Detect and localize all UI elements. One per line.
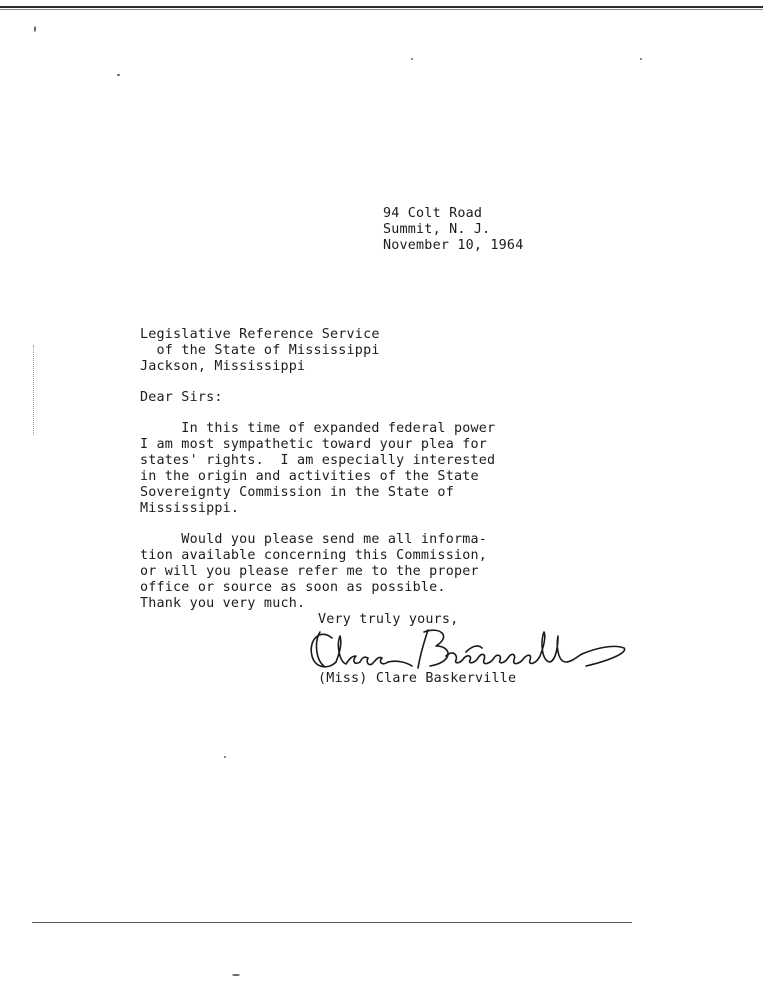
paragraph-1-line: states' rights. I am especially interested bbox=[140, 453, 496, 468]
margin-scan-marks bbox=[33, 345, 35, 435]
closing: Very truly yours, bbox=[318, 612, 459, 627]
top-edge-rule bbox=[0, 6, 763, 8]
top-edge-rule-secondary bbox=[0, 9, 763, 10]
scan-speck bbox=[640, 58, 642, 60]
recipient-line-2: of the State of Mississippi bbox=[140, 343, 380, 358]
recipient-line-1: Legislative Reference Service bbox=[140, 327, 380, 342]
recipient-line-3: Jackson, Mississippi bbox=[140, 359, 306, 374]
scan-speck bbox=[117, 74, 120, 76]
paragraph-1-line: in the origin and activities of the State bbox=[140, 469, 479, 484]
scan-speck bbox=[224, 756, 226, 758]
paragraph-2-line: tion available concerning this Commission, bbox=[140, 548, 487, 563]
paragraph-1-line: I am most sympathetic toward your plea for bbox=[140, 437, 487, 452]
typed-signature: (Miss) Clare Baskerville bbox=[318, 671, 517, 686]
paragraph-1-line: In this time of expanded federal power bbox=[140, 421, 496, 436]
salutation: Dear Sirs: bbox=[140, 390, 223, 405]
paragraph-1-line: Mississippi. bbox=[140, 501, 240, 516]
bottom-edge-rule bbox=[32, 922, 632, 923]
scan-speck bbox=[232, 974, 240, 976]
letter-date: November 10, 1964 bbox=[383, 238, 524, 253]
sender-city: Summit, N. J. bbox=[383, 222, 491, 237]
paragraph-1-line: Sovereignty Commission in the State of bbox=[140, 485, 454, 500]
scan-speck bbox=[34, 26, 36, 32]
paragraph-2-line: Would you please send me all informa- bbox=[140, 532, 487, 547]
paragraph-2-line: office or source as soon as possible. bbox=[140, 580, 446, 595]
paragraph-2-line: or will you please refer me to the proper bbox=[140, 564, 479, 579]
handwritten-signature bbox=[306, 622, 636, 678]
paragraph-2-line: Thank you very much. bbox=[140, 596, 306, 611]
scan-speck bbox=[411, 58, 413, 60]
sender-street: 94 Colt Road bbox=[383, 206, 483, 221]
